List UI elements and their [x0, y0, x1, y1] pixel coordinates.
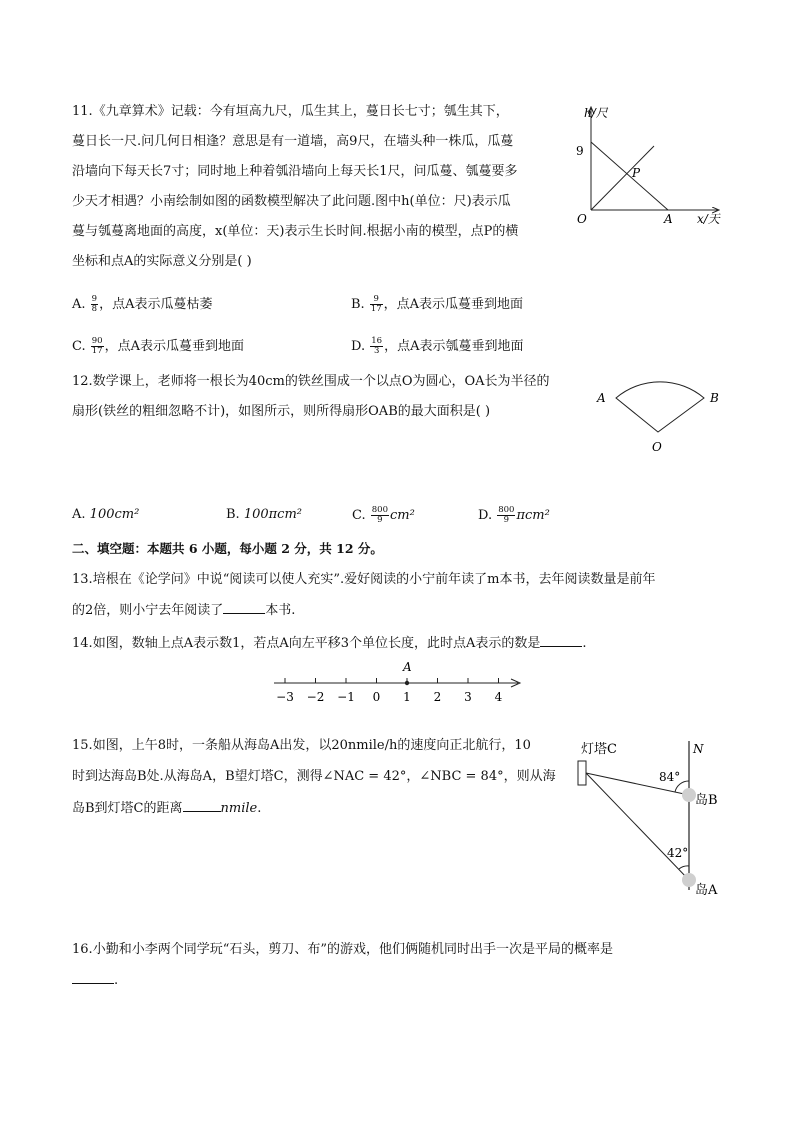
- q14-tick-label: 2: [433, 690, 442, 704]
- q11-line-5: 蔓与瓠蔓离地面的高度，x(单位：天)表示生长时间.根据小南的模型，点P的横: [72, 224, 519, 239]
- q15-line-ca: [586, 773, 689, 880]
- q11-line-guaman: [591, 142, 668, 210]
- section-2-heading: 二、填空题：本题共 6 小题，每小题 2 分，共 12 分。: [72, 541, 383, 556]
- q15-line-2: 时到达海岛B处.从海岛A，B望灯塔C，测得∠NAC = 42°，∠NBC = 84°，则从海: [72, 769, 556, 784]
- q11-y-axis-label: h/尺: [584, 106, 608, 120]
- q11-option-a[interactable]: A. $\frac{9}{8}$ ，点A表示瓜蔓枯萎: [72, 294, 213, 314]
- q15-angle-a-arc: [679, 866, 689, 869]
- q11-y-tick-9: 9: [576, 144, 584, 158]
- q11-origin-label: O: [577, 212, 587, 226]
- q14-answer-blank[interactable]: [540, 634, 582, 647]
- q15-north-label: N: [693, 742, 704, 756]
- q15-island-b-dot: [682, 788, 696, 802]
- q15-lighthouse-icon: [578, 761, 586, 785]
- q14-tick-label: 0: [372, 690, 381, 704]
- q12-sector-shape: [616, 382, 704, 432]
- q16-line-1: 16.小勤和小李两个同学玩“石头，剪刀、布”的游戏，他们俩随机同时出手一次是平局的概率是: [72, 942, 613, 957]
- q12-line-1: 12.数学课上，老师将一根长为40cm的铁丝围成一个以点O为圆心，OA长为半径的: [72, 374, 550, 389]
- q12-label-o: O: [652, 440, 662, 454]
- q12-line-2: 扇形(铁丝的粗细忽略不计)，如图所示，则所得扇形OAB的最大面积是( ): [72, 404, 491, 419]
- q14-point-a-label: A: [403, 660, 412, 674]
- q11-option-b[interactable]: B. $\frac{9}{17}$ ，点A表示瓜蔓垂到地面: [351, 294, 524, 314]
- q12-option-d[interactable]: D. $\frac{800}{9}$ πcm²: [478, 505, 550, 525]
- q14-tick-label: 3: [464, 690, 472, 704]
- q13-line-1: 13.培根在《论学问》中说“阅读可以使人充实”.爱好阅读的小宁前年读了m本书，去年阅读数量是前年: [72, 572, 656, 587]
- q14-number-line: [268, 656, 528, 706]
- q12-label-b: B: [710, 391, 719, 405]
- q15-angle-b-label: 84°: [659, 770, 681, 784]
- q14-tick-label: 1: [403, 690, 411, 704]
- q13-line-2: 的2倍，则小宁去年阅读了 本书.: [72, 603, 296, 618]
- q15-island-b-label: 岛B: [695, 793, 718, 808]
- q15-island-a-dot: [682, 873, 696, 887]
- q15-line-3: 岛B到灯塔C的距离 nmile.: [72, 801, 262, 816]
- q12-option-a[interactable]: A. 100cm²: [72, 507, 140, 522]
- q14-tick-label: −3: [276, 690, 294, 704]
- q11-x-axis-label: x/天: [697, 212, 720, 226]
- q11-point-a-label: A: [664, 212, 673, 226]
- q11-option-c[interactable]: C. $\frac{90}{17}$ ，点A表示瓜蔓垂到地面: [72, 336, 244, 356]
- q15-navigation-figure: [575, 735, 740, 905]
- q12-label-a: A: [597, 391, 606, 405]
- q16-answer-blank[interactable]: [72, 971, 114, 984]
- q11-line-1: 11.《九章算术》记载：今有垣高九尺，瓜生其上，蔓日长七寸；瓠生其下，: [72, 104, 509, 119]
- q14-point-a: [405, 681, 409, 685]
- q15-lighthouse-label: 灯塔C: [581, 742, 617, 757]
- q11-function-graph: [560, 100, 730, 235]
- q12-option-b[interactable]: B. 100πcm²: [226, 507, 303, 522]
- q15-answer-blank[interactable]: [183, 799, 221, 812]
- q14-tick-label: 4: [494, 690, 503, 704]
- q11-line-6: 坐标和点A的实际意义分别是( ): [72, 254, 252, 269]
- q15-island-a-label: 岛A: [695, 883, 718, 898]
- q14-tick-label: −2: [306, 690, 325, 704]
- q11-line-human: [591, 146, 654, 210]
- q15-line-1: 15.如图，上午8时，一条船从海岛A出发，以20nmile/h的速度向正北航行，10: [72, 738, 531, 753]
- q14-line-1: 14.如图，数轴上点A表示数1，若点A向左平移3个单位长度，此时点A表示的数是 .: [72, 636, 587, 651]
- q13-answer-blank[interactable]: [223, 601, 265, 614]
- q11-line-3: 沿墙向下每天长7寸；同时地上种着瓠沿墙向上每天长1尺，问瓜蔓、瓠蔓要多: [72, 164, 518, 179]
- q12-sector-figure: [590, 372, 730, 462]
- q11-point-p-label: P: [632, 166, 641, 180]
- q15-angle-a-label: 42°: [667, 846, 689, 860]
- q11-option-d[interactable]: D. $\frac{16}{3}$ ，点A表示瓠蔓垂到地面: [351, 336, 524, 356]
- q11-line-4: 少天才相遇？小南绘制如图的函数模型解决了此问题.图中h(单位：尺)表示瓜: [72, 194, 511, 209]
- q12-option-c[interactable]: C. $\frac{800}{9}$ cm²: [352, 505, 415, 525]
- q11-line-2: 蔓日长一尺.问几何日相逢？意思是有一道墙，高9尺，在墙头种一株瓜，瓜蔓: [72, 134, 514, 149]
- q16-line-2: .: [72, 971, 118, 990]
- q14-tick-label: −1: [337, 690, 355, 704]
